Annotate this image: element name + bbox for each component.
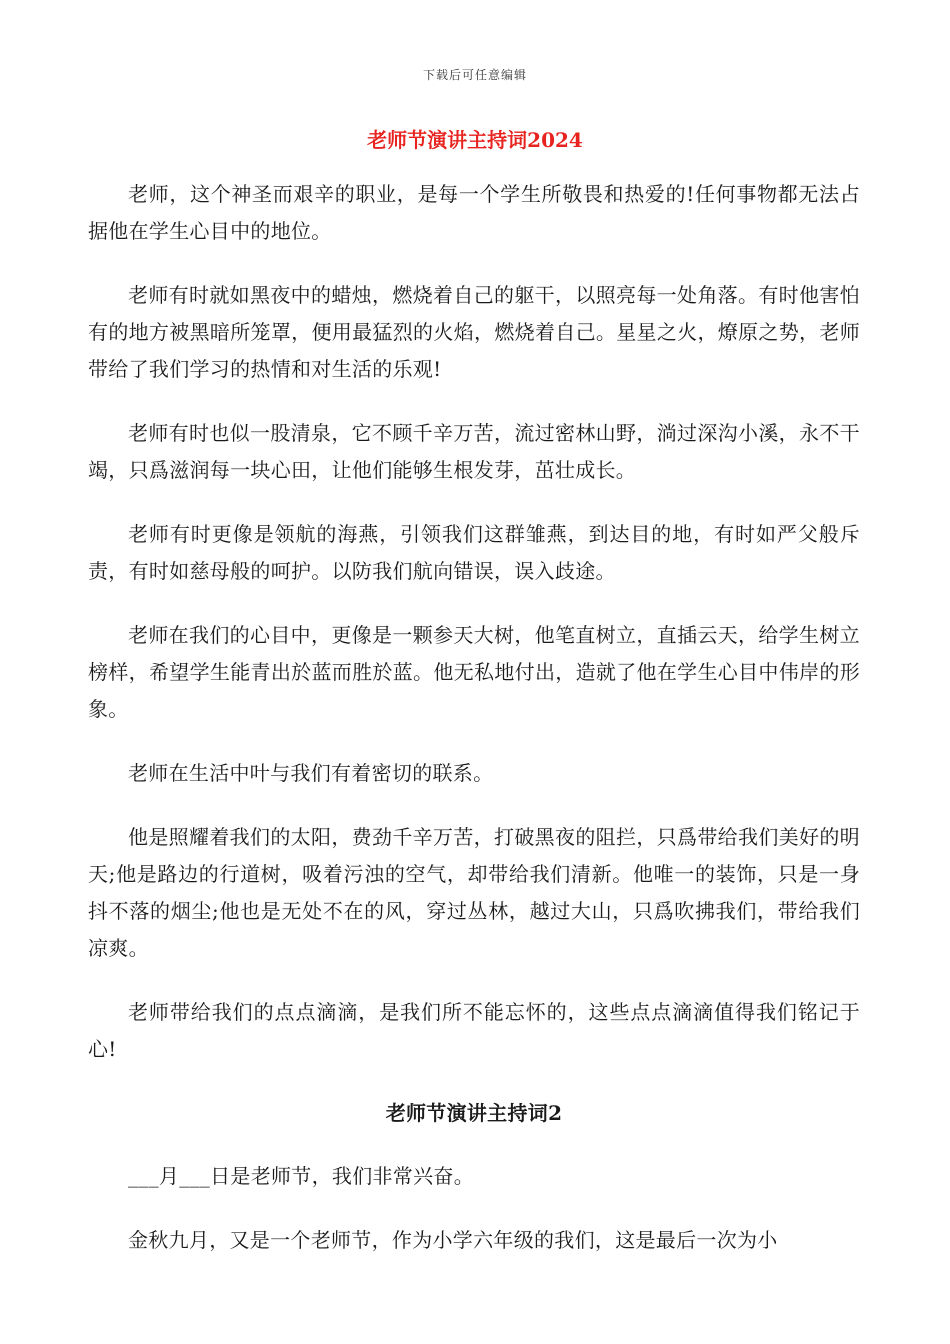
- paragraph: 老师在我们的心目中，更像是一颗参天大树，他笔直树立，直插云天，给学生树立榜样，希望学生能青出於蓝而胜於蓝。他无私地付出，造就了他在学生心目中伟岸的形象。: [88, 623, 860, 721]
- paragraph: ___月___日是老师节，我们非常兴奋。: [128, 1164, 474, 1188]
- paragraph: 老师有时也似一股清泉，它不顾千辛万苦，流过密林山野，淌过深沟小溪，永不干竭，只爲滋润每一块心田，让他们能够生根发芽，茁壮成长。: [88, 421, 860, 482]
- header-note: 下载后可任意编辑: [422, 68, 527, 82]
- document-title: 老师节演讲主持词2024: [367, 128, 583, 152]
- paragraph: 老师在生活中叶与我们有着密切的联系。: [128, 761, 494, 785]
- paragraph: 老师有时就如黑夜中的蜡烛，燃烧着自己的躯干，以照亮每一处角落。有时他害怕有的地方被黑暗所笼罩，便用最猛烈的火焰，燃烧着自己。星星之火，燎原之势，老师带给了我们学习的热情和对生活的乐观!: [88, 283, 860, 381]
- paragraph: 他是照耀着我们的太阳，费劲千辛万苦，打破黑夜的阻拦，只爲带给我们美好的明天;他是路边的行道树，吸着污浊的空气，却带给我们清新。他唯一的装饰，只是一身抖不落的烟尘;他也是无处不在的风，穿过丛林，越过大山，只爲吹拂我们，带给我们凉爽。: [88, 825, 860, 960]
- document-body: [88, 176, 860, 1286]
- section-subtitle: 老师节演讲主持词2: [385, 1101, 563, 1125]
- paragraph: 老师，这个神圣而艰辛的职业，是每一个学生所敬畏和热爱的!任何事物都无法占据他在学生心目中的地位。: [88, 182, 860, 243]
- paragraph: 老师有时更像是领航的海燕，引领我们这群雏燕，到达目的地，有时如严父般斥责，有时如慈母般的呵护。以防我们航向错误，误入歧途。: [88, 522, 860, 583]
- paragraph: 金秋九月，又是一个老师节，作为小学六年级的我们，这是最后一次为小: [128, 1228, 778, 1252]
- paragraph: 老师带给我们的点点滴滴，是我们所不能忘怀的，这些点点滴滴值得我们铭记于心!: [88, 1000, 860, 1061]
